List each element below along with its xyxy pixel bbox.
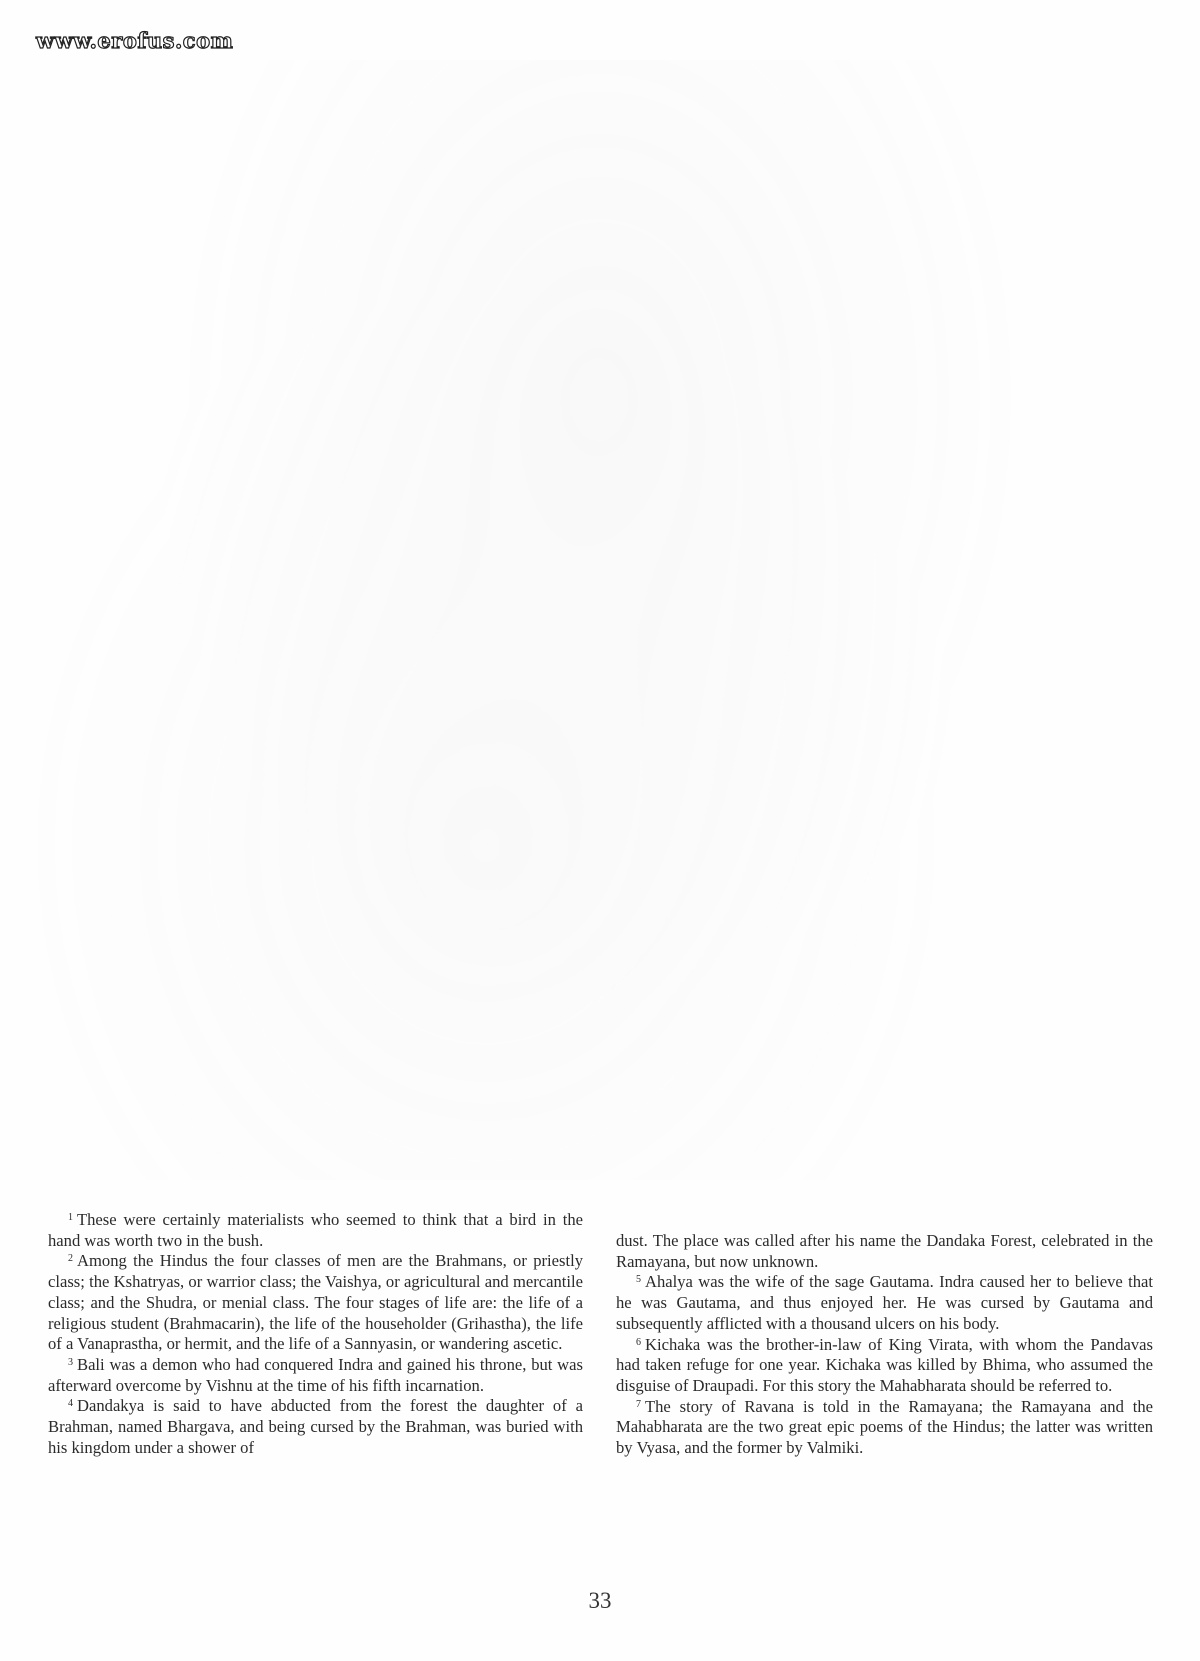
footnote — [48, 1210, 583, 1251]
footnote — [48, 1396, 583, 1458]
footnote-number: 6 — [636, 1336, 641, 1348]
footnote-continuation: dust. The place was called after his name the Dandaka Forest, celebrated in the Ramayana, but now unknown. — [616, 1231, 1153, 1271]
footnote-number: 1 — [68, 1212, 73, 1223]
footnote-text: These were certainly materialists who seemed to think that a bird in the hand was worth two in the bush. — [48, 1210, 583, 1250]
footnote-number: 4 — [68, 1398, 73, 1410]
footnote-number: 2 — [68, 1253, 73, 1265]
footnote-number: 5 — [636, 1274, 641, 1286]
footnote-text: The story of Ravana is told in the Ramayana; the Ramayana and the Mahabharata are the two great epic poems of the Hindus; the latter was written by Vyasa, and the former by Valmiki. — [616, 1396, 1153, 1458]
footnote — [616, 1272, 1153, 1334]
watermark-text: www.erofus.com — [36, 28, 234, 53]
footnote-number: 7 — [636, 1398, 641, 1410]
footnote-number: 3 — [68, 1356, 73, 1368]
footnotes-left-column — [48, 1210, 583, 1458]
page-number: 33 — [588, 1588, 612, 1613]
footnote-text: Among the Hindus the four classes of men are the Brahmans, or priestly class; the Kshatryas, or warrior class; the Vaishya, or agricultural and mercantile class; and the Shudra, or menial class. The four stages of life are: the life of a religious student (Brahmacarin), the life of the householder (Grihastha), the life of a Vanaprastha, or hermit, and the life of a Sannyasin, or wandering ascetic. — [48, 1251, 583, 1354]
footnote — [48, 1355, 583, 1396]
footnote — [48, 1251, 583, 1355]
footnote-text: Dandakya is said to have abducted from the forest the daughter of a Brahman, named Bhargava, and being cursed by the Brahman, was buried with his kingdom under a shower of — [48, 1396, 583, 1457]
footnote-text: Bali was a demon who had conquered Indra and gained his throne, but was afterward overcome by Vishnu at the time of his fifth incarnation. — [48, 1354, 583, 1395]
footnote-text: Ahalya was the wife of the sage Gautama. Indra caused her to believe that he was Gautama, and thus enjoyed her. He was cursed by Gautama and subsequently afflicted with a thousand ulcers on his body. — [616, 1272, 1153, 1333]
faded-illustration — [30, 60, 1170, 1180]
footnote — [616, 1397, 1153, 1459]
footnote-text: Kichaka was the brother-in-law of King Virata, with whom the Pandavas had taken refuge for one year. Kichaka was killed by Bhima, who assumed the disguise of Draupadi. For this story the Mahabharata should be referred to. — [616, 1334, 1153, 1395]
footnote — [616, 1335, 1153, 1397]
footnotes-right-column — [616, 1231, 1153, 1459]
